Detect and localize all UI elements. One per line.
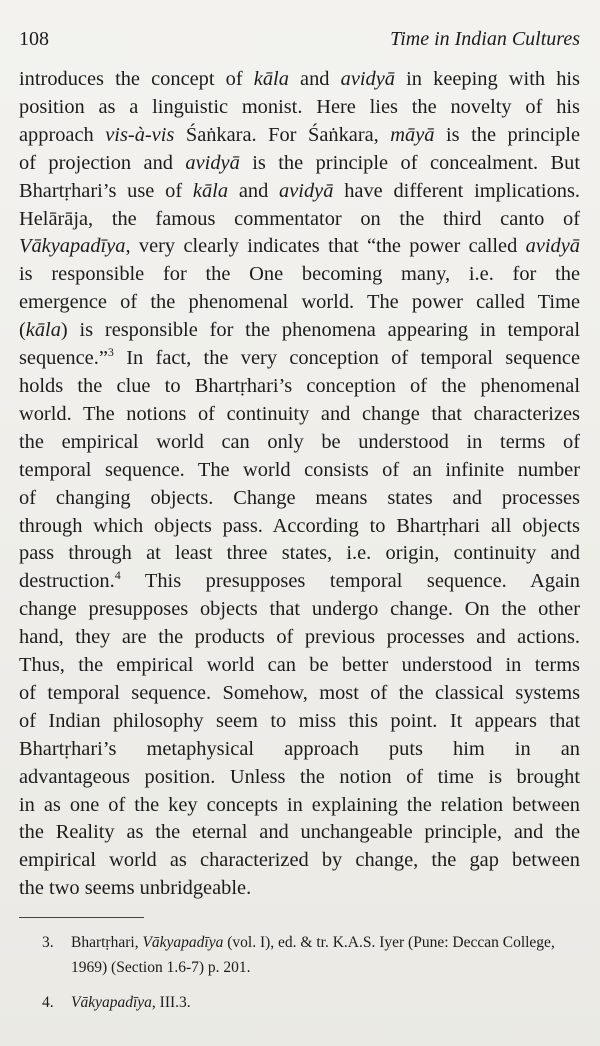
text-line bbox=[19, 875, 580, 903]
footnote-marker: 3 bbox=[107, 345, 114, 360]
text-line bbox=[19, 513, 580, 541]
text-segment: Bhartṛhari’s use of bbox=[19, 179, 193, 202]
text-line bbox=[19, 373, 580, 401]
text-line bbox=[19, 596, 580, 624]
footnote-text bbox=[71, 990, 580, 1015]
text-line bbox=[19, 122, 580, 150]
text-line bbox=[19, 708, 580, 736]
italic-term: kāla bbox=[25, 319, 61, 342]
text-segment: Śaṅkara. For Śaṅkara, bbox=[174, 123, 391, 146]
italic-term: vis-à-vis bbox=[105, 123, 175, 146]
italic-term: kāla bbox=[192, 179, 229, 202]
text-segment: of temporal sequence. Somehow, most of the classical systems bbox=[19, 681, 580, 704]
text-segment: holds the clue to Bhartṛhari’s conception of the phenomenal bbox=[19, 374, 580, 397]
text-segment: the Reality as the eternal and unchangeable principle, and the bbox=[19, 821, 580, 844]
text-line bbox=[19, 178, 580, 206]
running-head bbox=[19, 28, 580, 62]
text-line bbox=[19, 345, 580, 373]
text-segment: hand, they are the products of previous processes and actions. bbox=[19, 626, 580, 649]
italic-term: avidyā bbox=[525, 235, 580, 258]
text-segment: in as one of the key concepts in explaining the relation between bbox=[19, 793, 580, 816]
text-line bbox=[19, 819, 580, 847]
text-line bbox=[19, 94, 580, 122]
footnote-text bbox=[71, 930, 580, 980]
text-segment: have different implications. bbox=[333, 179, 580, 202]
text-line bbox=[19, 233, 580, 261]
text-line bbox=[19, 764, 580, 792]
text-line bbox=[19, 847, 580, 875]
text-line bbox=[19, 568, 580, 596]
text-line bbox=[19, 289, 580, 317]
text-segment: , III.3. bbox=[151, 994, 191, 1012]
italic-term: Vākyapadīya bbox=[71, 994, 152, 1012]
text-line bbox=[19, 652, 580, 680]
text-segment: of projection and bbox=[19, 151, 186, 174]
text-segment: Helārāja, the famous commentator on the third canto of bbox=[19, 207, 580, 230]
italic-term: Vākyapadīya bbox=[142, 934, 224, 952]
text-segment: position as a linguistic monist. Here lies the novelty of his bbox=[19, 95, 580, 118]
text-segment: of Indian philosophy seem to miss this point. It appears that bbox=[19, 709, 580, 732]
text-line bbox=[19, 261, 580, 289]
text-segment: Thus, the empirical world can be better understood in terms bbox=[19, 654, 580, 677]
text-line bbox=[19, 792, 580, 820]
text-line bbox=[19, 485, 580, 513]
text-segment: approach bbox=[19, 123, 106, 146]
text-segment: sequence.” bbox=[19, 347, 108, 370]
text-segment: world. The notions of continuity and change that characterizes bbox=[19, 402, 580, 425]
text-segment: of changing objects. Change means states and processes bbox=[19, 486, 580, 509]
text-segment: is the principle of concealment. But bbox=[239, 151, 580, 174]
text-line bbox=[19, 66, 580, 94]
text-line bbox=[19, 401, 580, 429]
text-segment: ( bbox=[19, 319, 26, 342]
text-segment: destruction. bbox=[19, 570, 115, 593]
footnote-number: 3. bbox=[42, 934, 54, 952]
text-segment: , very clearly indicates that “the power called bbox=[125, 235, 526, 258]
text-segment: Bhartṛhari’s metaphysical approach puts him in an bbox=[19, 737, 580, 760]
text-segment: and bbox=[288, 68, 341, 90]
text-segment: empirical world as characterized by change, the gap between bbox=[19, 849, 580, 872]
text-line bbox=[19, 624, 580, 652]
italic-term: avidyā bbox=[185, 151, 240, 174]
text-segment: the empirical world can only be understood in terms of bbox=[19, 430, 580, 453]
text-segment: Bhartṛhari, bbox=[71, 934, 143, 952]
text-segment: introduces the concept of bbox=[19, 68, 254, 90]
text-line bbox=[19, 457, 580, 485]
text-segment: change presupposes objects that undergo change. On the other bbox=[19, 598, 580, 621]
italic-term: avidyā bbox=[340, 68, 395, 90]
text-segment: In fact, the very conception of temporal sequence bbox=[113, 347, 580, 370]
text-segment: is responsible for the One becoming many, i.e. for the bbox=[19, 263, 580, 286]
text-segment: the two seems unbridgeable. bbox=[19, 877, 252, 900]
text-segment: ) is responsible for the phenomena appearing in temporal bbox=[60, 319, 580, 342]
text-segment: through which objects pass. According to Bhartṛhari all objects bbox=[19, 514, 580, 537]
italic-term: māyā bbox=[390, 123, 435, 146]
italic-term: avidyā bbox=[279, 179, 334, 202]
text-segment: (vol. I), ed. & tr. K.A.S. Iyer (Pune: Deccan College, 1969) (Section 1.6-7) p. 201. bbox=[71, 934, 555, 977]
running-title: Time in Indian Cultures bbox=[390, 28, 580, 50]
text-segment: emergence of the phenomenal world. The power called Time bbox=[19, 291, 580, 314]
text-line bbox=[19, 540, 580, 568]
footnote bbox=[19, 990, 580, 1015]
text-segment: is the principle bbox=[434, 123, 580, 146]
text-line bbox=[19, 680, 580, 708]
footnote-marker: 4 bbox=[114, 568, 121, 583]
text-line bbox=[19, 736, 580, 764]
footnote-number: 4. bbox=[42, 994, 54, 1012]
text-segment: pass through at least three states, i.e. origin, continuity and bbox=[19, 542, 580, 565]
footnote-divider bbox=[19, 917, 144, 918]
text-segment: temporal sequence. The world consists of an infinite number bbox=[19, 458, 580, 481]
body-paragraph bbox=[19, 66, 580, 903]
text-line bbox=[19, 317, 580, 345]
text-line bbox=[19, 206, 580, 234]
footnotes bbox=[19, 930, 580, 1015]
footnote bbox=[19, 930, 580, 980]
text-line bbox=[19, 150, 580, 178]
text-line bbox=[19, 429, 580, 457]
page-number: 108 bbox=[19, 28, 49, 50]
italic-term: kāla bbox=[253, 68, 289, 90]
text-segment: in keeping with his bbox=[394, 68, 580, 90]
text-segment: This presupposes temporal sequence. Again bbox=[120, 570, 580, 593]
italic-term: Vākyapadīya bbox=[19, 235, 126, 258]
text-segment: advantageous position. Unless the notion of time is brought bbox=[19, 765, 580, 788]
text-segment: and bbox=[228, 179, 280, 202]
